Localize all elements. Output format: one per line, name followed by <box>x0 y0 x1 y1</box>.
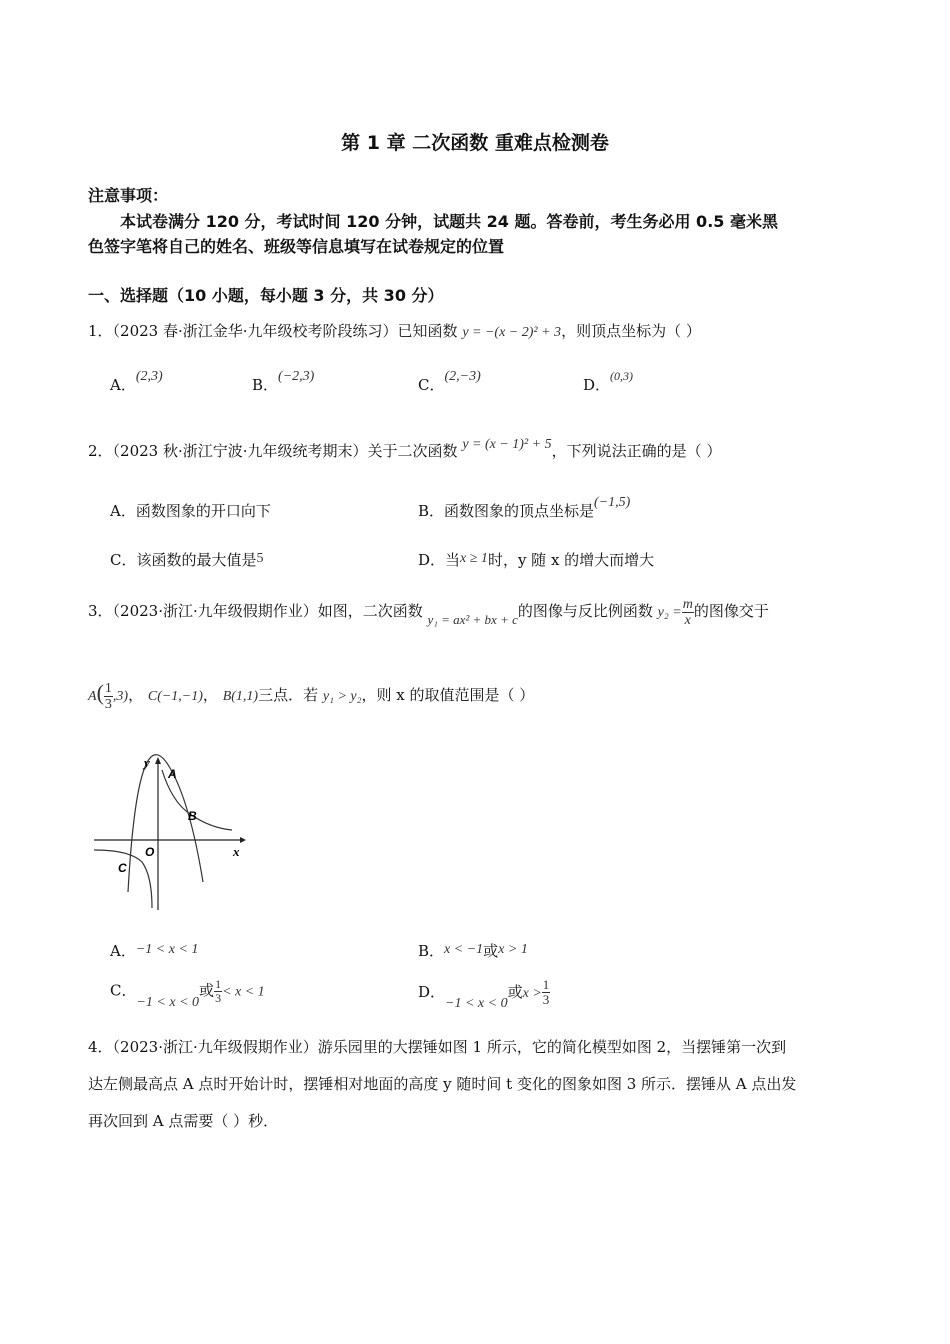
option-letter: D． <box>583 376 611 394</box>
q2-option-d[interactable] <box>418 549 654 570</box>
page-title: 第 1 章 二次函数 重难点检测卷 <box>341 132 609 154</box>
option-math: x > <box>522 985 542 1001</box>
formula: y = (x − 1)² + 5 <box>462 437 552 452</box>
question-source: （2023·浙江·九年级假期作业）如图，二次函数 <box>112 602 423 621</box>
option-math: −1 < x < 0 <box>445 995 508 1011</box>
question-number: 3． <box>88 602 113 621</box>
hyperbola-left-branch <box>94 850 152 908</box>
q2-option-a[interactable] <box>110 500 271 521</box>
question-4-line3: 再次回到 A 点需要（ ）秒． <box>88 1112 279 1130</box>
label-a: A <box>168 767 177 781</box>
fraction-denominator: 3 <box>542 992 550 1008</box>
option-math: x ≥ 1 <box>460 551 488 566</box>
parabola-curve <box>128 755 203 892</box>
formula-left: y₂ = <box>657 605 682 621</box>
formula-inverse <box>657 597 694 629</box>
point-b: B(1,1) <box>222 689 259 704</box>
option-math: (2,3) <box>135 369 163 384</box>
option-text: D．当 <box>418 551 461 569</box>
q1-option-a[interactable] <box>110 369 163 395</box>
option-letter: B． <box>252 376 279 394</box>
option-math: (−2,3) <box>278 369 315 384</box>
question-source: （2023 春·浙江金华·九年级校考阶段练习）已知函数 <box>112 322 458 340</box>
q3-option-c[interactable] <box>110 977 265 1010</box>
option-text: 时，y 随 x 的增大而增大 <box>487 551 655 569</box>
q3-graph <box>90 752 252 912</box>
option-text: 或 <box>199 981 215 1000</box>
option-text: A．函数图象的开口向下 <box>110 502 271 520</box>
label-x: x <box>233 844 240 859</box>
fraction-numerator: 1 <box>104 680 112 696</box>
option-math: −1 < x < 0 <box>136 994 200 1010</box>
option-fraction <box>214 978 222 1005</box>
option-letter: C． <box>418 376 445 394</box>
fraction-numerator: 1 <box>542 977 550 992</box>
formula: y = −(x − 2)² + 3 <box>462 325 562 340</box>
label-o: O <box>145 845 155 859</box>
q1-option-c[interactable] <box>418 369 481 395</box>
fraction-denominator: x <box>684 613 691 629</box>
separator: ， <box>202 686 218 704</box>
option-text: C．该函数的最大值是 <box>110 551 257 569</box>
point-c: C(−1,−1) <box>147 689 203 704</box>
option-math: x < −1 <box>444 942 484 957</box>
label-y: y <box>144 755 150 770</box>
separator: ， <box>128 686 144 704</box>
condition: y₁ > y₂ <box>322 689 362 704</box>
option-math: 5 <box>256 551 264 566</box>
question-number: 1． <box>88 322 113 340</box>
question-source: （2023 秋·浙江宁波·九年级统考期末）关于二次函数 <box>112 442 458 460</box>
question-number: 2． <box>88 442 113 460</box>
question-2 <box>88 437 722 461</box>
formula-quadratic: y₁ = ax² + bx + c <box>427 612 518 628</box>
option-math: −1 < x < 1 <box>135 942 199 957</box>
q2-option-c[interactable] <box>110 549 263 570</box>
question-4-line2: 达左侧最高点 A 点时开始计时，摆锤相对地面的高度 y 随时间 t 变化的图象如图 3 所示．摆锤从 A 点出发 <box>88 1075 797 1093</box>
q3-option-b[interactable] <box>418 940 528 961</box>
option-letter: C． <box>110 981 137 1000</box>
notice-text-line1: 本试卷满分 120 分，考试时间 120 分钟，试题共 24 题。答卷前，考生务必用 0.5 毫米黑 <box>120 212 778 231</box>
notice-label: 注意事项： <box>88 186 169 205</box>
question-tail: ，则 x 的取值范围是（ ） <box>361 686 535 704</box>
question-text: 的图像与反比例函数 <box>517 602 653 621</box>
option-letter: B． <box>418 942 445 960</box>
fraction-denominator: 3 <box>104 697 112 713</box>
option-math: < x < 1 <box>222 984 265 1000</box>
question-tail: ，下列说法正确的是（ ） <box>551 442 722 460</box>
option-fraction <box>542 978 551 1008</box>
fraction-numerator: m <box>682 597 693 612</box>
question-text: 三点．若 <box>258 686 319 704</box>
option-text: B．函数图象的顶点坐标是 <box>418 502 595 520</box>
question-1 <box>88 320 701 341</box>
option-letter: A． <box>110 942 136 960</box>
option-math: x > 1 <box>498 942 528 957</box>
point-rest: ,3) <box>112 689 129 704</box>
option-text: 或 <box>507 982 523 1001</box>
option-math: (0,3) <box>610 369 634 383</box>
point-a: A( $\frac{1}{3}$ ,3) <box>88 680 129 713</box>
x-axis-arrow <box>240 837 246 843</box>
section-heading: 一、选择题（10 小题，每小题 3 分，共 30 分） <box>88 286 444 305</box>
q1-option-b[interactable] <box>252 369 315 395</box>
label-c: C <box>118 861 127 875</box>
q2-option-b[interactable] <box>418 495 631 521</box>
option-math: (2,−3) <box>444 369 481 384</box>
question-tail: 的图像交于 <box>693 602 769 621</box>
fraction-denominator: 3 <box>215 991 222 1006</box>
q1-option-d[interactable] <box>583 369 634 395</box>
question-tail: ，则顶点坐标为（ ） <box>561 322 701 340</box>
point-label: A <box>88 689 97 704</box>
y-axis-arrow <box>155 757 161 764</box>
question-3 <box>88 597 769 629</box>
option-letter: A． <box>110 376 136 394</box>
q3-option-d[interactable] <box>418 977 550 1011</box>
option-letter: D． <box>418 982 446 1001</box>
question-4-line1: 4．（2023·浙江·九年级假期作业）游乐园里的大摆锤如图 1 所示，它的简化模型如图 2，当摆锤第一次到 <box>88 1038 787 1056</box>
option-math: (−1,5) <box>594 495 631 510</box>
question-3-line2 <box>88 680 534 713</box>
option-text: 或 <box>483 942 499 960</box>
q3-option-a[interactable] <box>110 940 198 961</box>
notice-text-line2: 色签字笔将自己的姓名、班级等信息填写在试卷规定的位置 <box>88 237 505 256</box>
label-b: B <box>188 809 197 823</box>
fraction-numerator: 1 <box>215 977 222 991</box>
